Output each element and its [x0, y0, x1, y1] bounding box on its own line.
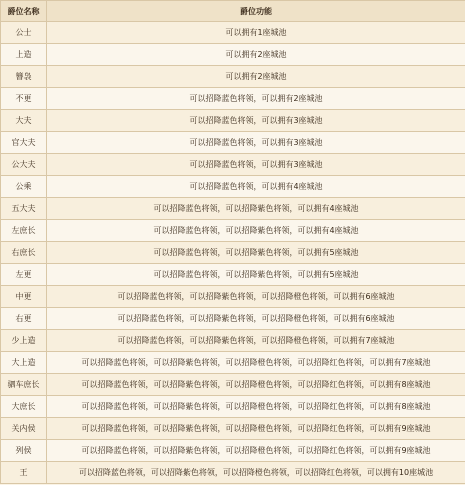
rank-function-cell: 可以招降蓝色将领，可以拥有2座城池 — [47, 88, 465, 110]
rank-function-cell: 可以招降蓝色将领，可以招降紫色将领，可以招降橙色将领，可以招降红色将领，可以拥有10座城池 — [47, 462, 465, 484]
table-row — [1, 110, 465, 132]
table-row — [1, 176, 465, 198]
table-row — [1, 352, 465, 374]
rank-function-cell: 可以拥有2座城池 — [47, 66, 465, 88]
rank-name-cell: 公大夫 — [1, 154, 47, 176]
rank-function-cell: 可以招降蓝色将领，可以招降紫色将领，可以招降橙色将领，可以招降红色将领，可以拥有9座城池 — [47, 418, 465, 440]
table-row — [1, 132, 465, 154]
rank-name-cell: 驷车庶长 — [1, 374, 47, 396]
rank-name-cell: 右庶长 — [1, 242, 47, 264]
rank-function-cell: 可以招降蓝色将领，可以招降紫色将领，可以招降橙色将领，可以拥有7座城池 — [47, 330, 465, 352]
rank-name-cell: 左更 — [1, 264, 47, 286]
table-row — [1, 308, 465, 330]
table-row — [1, 22, 465, 44]
rank-name-cell: 左庶长 — [1, 220, 47, 242]
rank-function-cell: 可以招降蓝色将领，可以拥有3座城池 — [47, 154, 465, 176]
table-row — [1, 66, 465, 88]
rank-function-cell: 可以拥有1座城池 — [47, 22, 465, 44]
table-row — [1, 198, 465, 220]
rank-name-cell: 五大夫 — [1, 198, 47, 220]
rank-name-cell: 官大夫 — [1, 132, 47, 154]
header-rank-function: 爵位功能 — [47, 1, 465, 22]
rank-function-cell: 可以招降蓝色将领，可以拥有4座城池 — [47, 176, 465, 198]
rank-name-cell: 右更 — [1, 308, 47, 330]
table-row — [1, 418, 465, 440]
rank-name-cell: 大上造 — [1, 352, 47, 374]
table-row — [1, 330, 465, 352]
table-row — [1, 440, 465, 462]
rank-function-cell: 可以招降蓝色将领，可以招降紫色将领，可以拥有5座城池 — [47, 242, 465, 264]
table-row — [1, 220, 465, 242]
rank-name-cell: 上造 — [1, 44, 47, 66]
table-row — [1, 462, 465, 484]
rank-name-cell: 少上造 — [1, 330, 47, 352]
table-header-row — [1, 1, 465, 22]
header-rank-name: 爵位名称 — [1, 1, 47, 22]
table-row — [1, 396, 465, 418]
rank-name-cell: 大夫 — [1, 110, 47, 132]
rank-name-cell: 公士 — [1, 22, 47, 44]
table-row — [1, 154, 465, 176]
table-row — [1, 374, 465, 396]
rank-function-cell: 可以招降蓝色将领，可以招降紫色将领，可以招降橙色将领，可以拥有6座城池 — [47, 308, 465, 330]
rank-function-cell: 可以招降蓝色将领，可以招降紫色将领，可以拥有5座城池 — [47, 264, 465, 286]
table-row — [1, 242, 465, 264]
table-row — [1, 44, 465, 66]
rank-name-cell: 中更 — [1, 286, 47, 308]
rank-function-cell: 可以招降蓝色将领，可以拥有3座城池 — [47, 132, 465, 154]
table-row — [1, 286, 465, 308]
rank-name-cell: 关内侯 — [1, 418, 47, 440]
rank-function-cell: 可以招降蓝色将领，可以招降紫色将领，可以招降橙色将领，可以拥有6座城池 — [47, 286, 465, 308]
rank-function-cell: 可以招降蓝色将领，可以招降紫色将领，可以拥有4座城池 — [47, 220, 465, 242]
rank-function-cell: 可以招降蓝色将领，可以招降紫色将领，可以招降橙色将领，可以招降红色将领，可以拥有8座城池 — [47, 396, 465, 418]
rank-name-cell: 王 — [1, 462, 47, 484]
rank-function-cell: 可以招降蓝色将领，可以招降紫色将领，可以拥有4座城池 — [47, 198, 465, 220]
rank-name-cell: 簪袅 — [1, 66, 47, 88]
rank-function-cell: 可以招降蓝色将领，可以招降紫色将领，可以招降橙色将领，可以招降红色将领，可以拥有7座城池 — [47, 352, 465, 374]
table-row — [1, 264, 465, 286]
rank-name-cell: 列侯 — [1, 440, 47, 462]
rank-function-cell: 可以拥有2座城池 — [47, 44, 465, 66]
rank-name-cell: 不更 — [1, 88, 47, 110]
rank-name-cell: 公乘 — [1, 176, 47, 198]
table-row — [1, 88, 465, 110]
rank-function-cell: 可以招降蓝色将领，可以招降紫色将领，可以招降橙色将领，可以招降红色将领，可以拥有8座城池 — [47, 374, 465, 396]
rank-name-cell: 大庶长 — [1, 396, 47, 418]
table-body — [1, 22, 465, 484]
rank-function-cell: 可以招降蓝色将领，可以招降紫色将领，可以招降橙色将领，可以招降红色将领，可以拥有9座城池 — [47, 440, 465, 462]
rank-function-cell: 可以招降蓝色将领，可以拥有3座城池 — [47, 110, 465, 132]
